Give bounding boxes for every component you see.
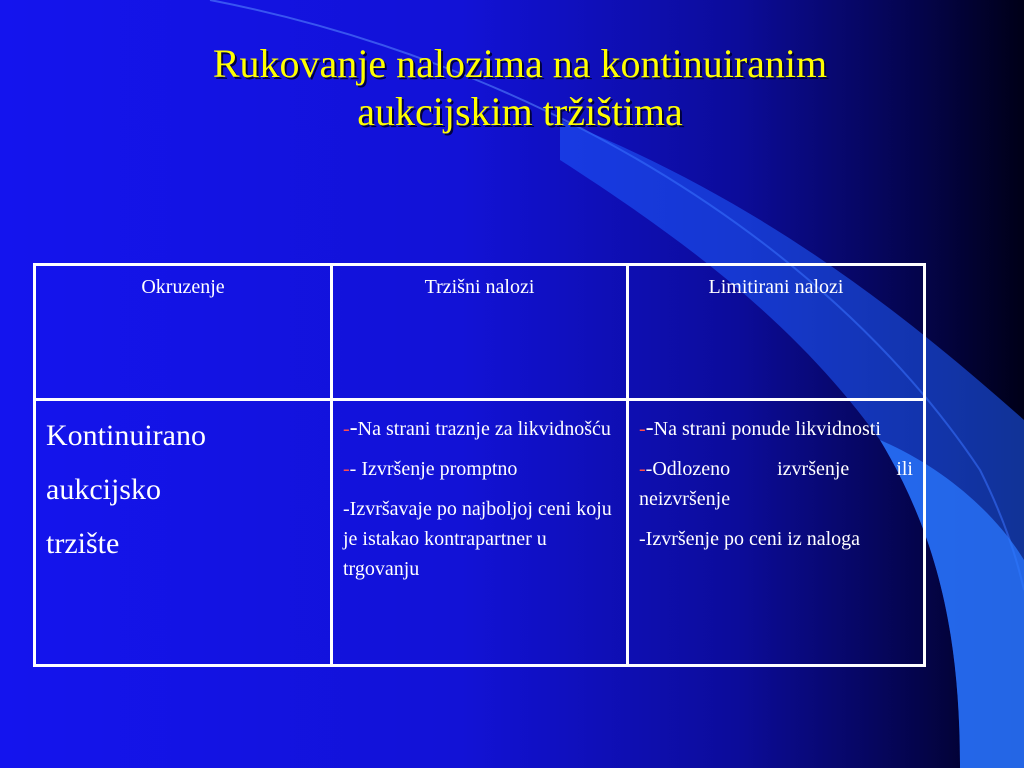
- list-item-text: Na strani ponude likvidnosti: [653, 418, 881, 440]
- bullet-dash: -: [343, 418, 350, 440]
- slide-title: [100, 40, 940, 136]
- cell-market-orders: [332, 400, 628, 666]
- list-item-text: -Izvršenje po ceni iz naloga: [639, 528, 861, 550]
- list-item: [343, 413, 616, 444]
- environment-line-2: aukcijsko: [46, 473, 161, 506]
- list-item-text: -Odlozeno izvršenje ili neizvršenje: [639, 458, 913, 510]
- bullet-dash: -: [639, 418, 646, 440]
- list-item: [639, 454, 913, 514]
- table-header-row: [35, 265, 925, 400]
- environment-line-3: trzište: [46, 527, 120, 560]
- cell-limit-orders: [628, 400, 925, 666]
- header-limitirani-nalozi: Limitirani nalozi: [628, 265, 925, 400]
- bullet-dash: -: [343, 458, 350, 480]
- title-line-1: Rukovanje nalozima na kontinuiranim: [212, 41, 828, 86]
- environment-line-1: Kontinuirano: [46, 419, 206, 452]
- list-item: [343, 494, 616, 584]
- header-trzisni-nalozi: Trzišni nalozi: [332, 265, 628, 400]
- title-line-2: aukcijskim tržištima: [357, 89, 683, 134]
- table-row: [35, 400, 925, 666]
- bullet-dash: -: [349, 415, 358, 441]
- list-item: -- Izvršenje promptno: [343, 458, 518, 480]
- bullet-dash: -: [645, 415, 654, 441]
- bullet-dash: -: [639, 458, 646, 480]
- list-item-text: -Izvršavaje po najboljoj ceni koju je istakao kontrapartner u trgovanju: [343, 498, 612, 580]
- cell-environment: [35, 400, 332, 666]
- list-item: [639, 524, 913, 554]
- header-okruzenje: Okruzenje: [35, 265, 332, 400]
- comparison-table: [33, 263, 926, 667]
- list-item: [639, 413, 913, 444]
- list-item-text: Izvršenje promptno: [356, 458, 518, 480]
- list-item-text: Na strani traznje za likvidnošću: [357, 418, 611, 440]
